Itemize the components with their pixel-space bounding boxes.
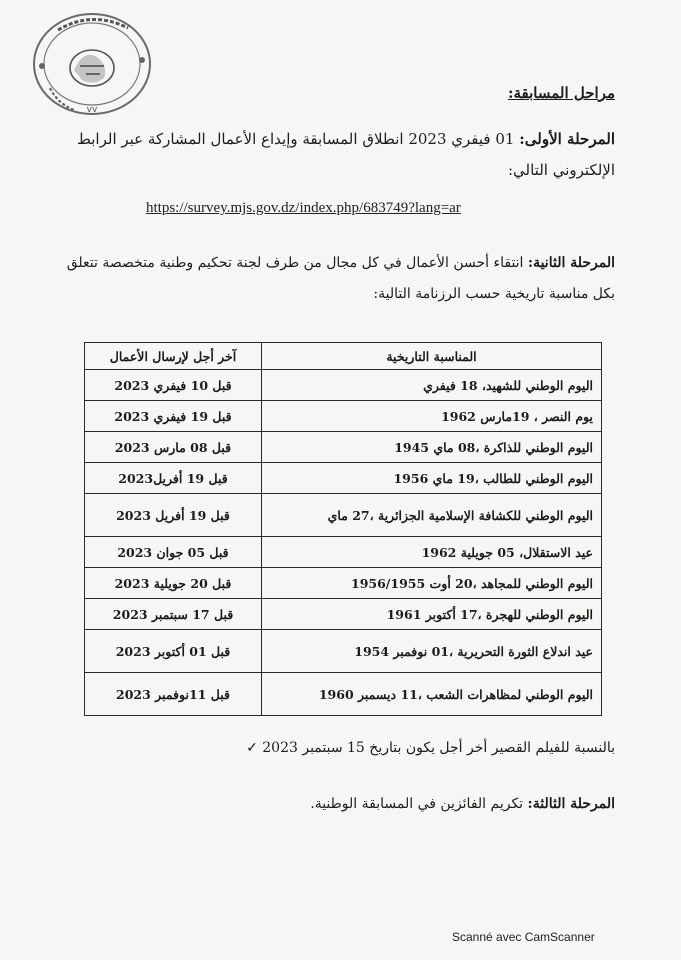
event-cell: اليوم الوطني للمجاهد ،20 أوت 1956/1955 bbox=[262, 568, 602, 599]
header-deadline: آخر أجل لإرسال الأعمال bbox=[85, 343, 262, 370]
table-row bbox=[85, 568, 602, 599]
stage-three-text: تكريم الفائزين في المسابقة الوطنية. bbox=[310, 796, 524, 812]
stage-one-label: المرحلة الأولى: bbox=[519, 130, 615, 148]
table-row bbox=[85, 370, 602, 401]
short-film-note bbox=[238, 740, 615, 756]
deadline-cell: قبل 11نوفمبر 2023 bbox=[85, 673, 262, 716]
deadline-cell: قبل 19 أفريل2023 bbox=[85, 463, 262, 494]
deadline-cell: قبل 17 سبتمبر 2023 bbox=[85, 599, 262, 630]
official-stamp-icon bbox=[28, 8, 156, 120]
scanner-watermark: Scanné avec CamScanner bbox=[452, 930, 595, 944]
note-text: بالنسبة للفيلم القصير أخر أجل يكون بتاريخ 15 سبتمبر 2023 bbox=[262, 740, 615, 756]
table-row bbox=[85, 599, 602, 630]
deadline-cell: قبل 10 فيفري 2023 bbox=[85, 370, 262, 401]
event-cell: اليوم الوطني للذاكرة ،08 ماي 1945 bbox=[262, 432, 602, 463]
table-header-row bbox=[85, 343, 602, 370]
deadline-cell: قبل 01 أكتوبر 2023 bbox=[85, 630, 262, 673]
table-row bbox=[85, 630, 602, 673]
table-row bbox=[85, 401, 602, 432]
table-row bbox=[85, 537, 602, 568]
table-row bbox=[85, 463, 602, 494]
table-row bbox=[85, 673, 602, 716]
stage-one-paragraph bbox=[55, 124, 615, 186]
event-cell: اليوم الوطني للهجرة ،17 أكتوبر 1961 bbox=[262, 599, 602, 630]
calendar-table bbox=[84, 342, 602, 716]
deadline-cell: قبل 05 جوان 2023 bbox=[85, 537, 262, 568]
event-cell: يوم النصر ، 19مارس 1962 bbox=[262, 401, 602, 432]
checkmark-icon: ✓ bbox=[246, 740, 258, 756]
event-cell: اليوم الوطني للطالب ،19 ماي 1956 bbox=[262, 463, 602, 494]
survey-link[interactable]: https://survey.mjs.gov.dz/index.php/683749?lang=ar bbox=[146, 200, 461, 216]
deadline-cell: قبل 19 أفريل 2023 bbox=[85, 494, 262, 537]
stage-one-text: 01 فيفري 2023 انطلاق المسابقة وإيداع الأعمال المشاركة عبر الرابط الإلكتروني التالي: bbox=[77, 130, 615, 179]
header-event: المناسبة التاريخية bbox=[262, 343, 602, 370]
event-cell: اليوم الوطني للشهيد، 18 فيفري bbox=[262, 370, 602, 401]
stage-two-label: المرحلة الثانية: bbox=[527, 255, 615, 271]
event-cell: عيد الاستقلال، 05 جويلية 1962 bbox=[262, 537, 602, 568]
table-row bbox=[85, 432, 602, 463]
event-cell: عيد اندلاع الثورة التحريرية ،01 نوفمبر 1954 bbox=[262, 630, 602, 673]
section-heading: مراحل المسابقة: bbox=[507, 84, 615, 102]
stage-three-paragraph bbox=[310, 796, 615, 812]
deadline-cell: قبل 08 مارس 2023 bbox=[85, 432, 262, 463]
stage-two-paragraph bbox=[55, 248, 615, 310]
stage-three-label: المرحلة الثالثة: bbox=[527, 796, 615, 812]
deadline-cell: قبل 20 جويلية 2023 bbox=[85, 568, 262, 599]
stage-two-text: انتقاء أحسن الأعمال في كل مجال من طرف لجنة تحكيم وطنية متخصصة تتعلق بكل مناسبة تاريخية حسب الرزنامة التالية: bbox=[66, 255, 615, 302]
event-cell: اليوم الوطني لمظاهرات الشعب ،11 ديسمبر 1960 bbox=[262, 673, 602, 716]
table-row bbox=[85, 494, 602, 537]
svg-text:vv: vv bbox=[86, 105, 98, 115]
event-cell: اليوم الوطني للكشافة الإسلامية الجزائرية ،27 ماي bbox=[262, 494, 602, 537]
deadline-cell: قبل 19 فيفري 2023 bbox=[85, 401, 262, 432]
